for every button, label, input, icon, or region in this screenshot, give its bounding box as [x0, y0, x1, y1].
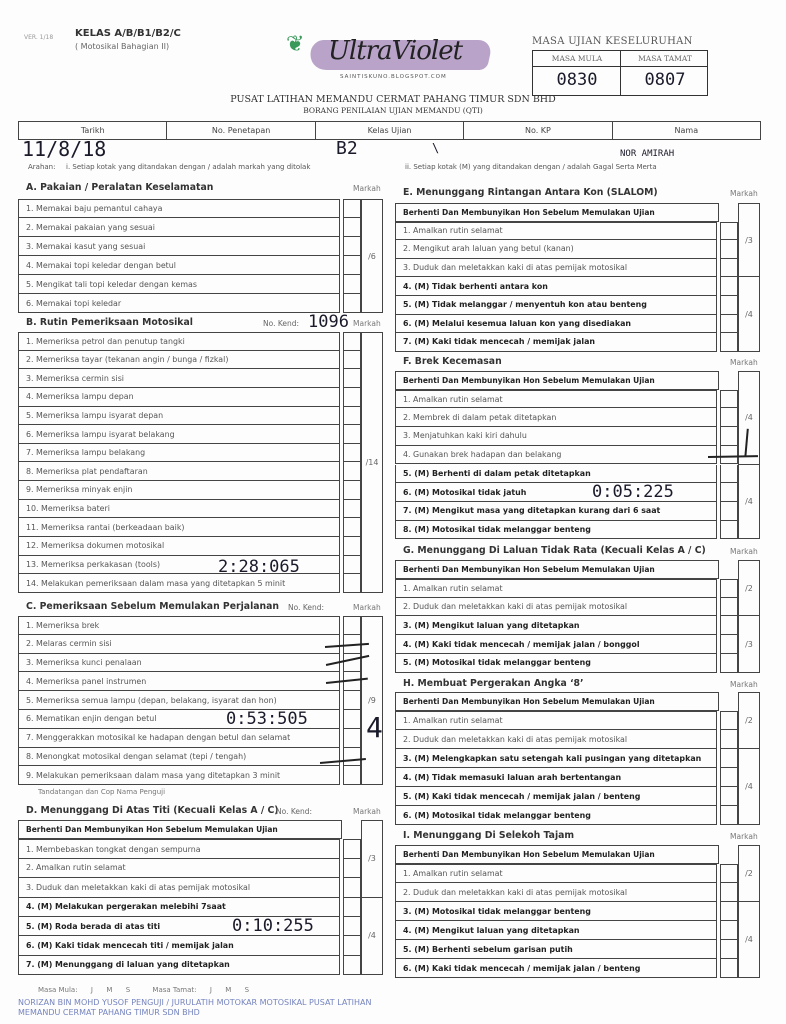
mark-checkbox[interactable]: [343, 199, 361, 218]
checklist-item: 8. (M) Motosikal tidak melanggar benteng: [395, 521, 717, 540]
checklist-item: 7. (M) Menunggang di laluan yang ditetapkan: [18, 956, 340, 975]
mark-checkbox[interactable]: [720, 465, 738, 484]
subtitle: ( Motosikal Bahagian II): [75, 42, 170, 51]
score-cell: /4: [738, 371, 760, 465]
masa-table: [532, 50, 708, 96]
markah-label: Markah: [730, 680, 758, 689]
mark-checkbox[interactable]: [720, 749, 738, 768]
mark-checkbox[interactable]: [343, 556, 361, 575]
mark-checkbox[interactable]: [720, 333, 738, 352]
mark-checkbox[interactable]: [343, 936, 361, 955]
section-title: E. Menunggang Rintangan Antara Kon (SLALOM): [403, 187, 658, 198]
checklist-item: 9. Memeriksa minyak enjin: [18, 481, 340, 500]
section-header-row: Berhenti Dan Membunyikan Hon Sebelum Memulakan Ujian: [395, 692, 719, 711]
checklist-item: 2. Mengikut arah laluan yang betul (kanan): [395, 240, 717, 259]
no-kend-label: No. Kend:: [263, 319, 300, 328]
checklist-item: 3. Duduk dan meletakkan kaki di atas pemijak motosikal: [18, 878, 340, 897]
kelas-label: KELAS A/B/B1/B2/C: [75, 28, 181, 39]
mark-checkbox[interactable]: [720, 390, 738, 409]
checklist-item: 6. (M) Kaki tidak mencecah / memijak jalan / benteng: [395, 959, 717, 978]
mark-checkbox[interactable]: [343, 729, 361, 748]
mark-checkbox[interactable]: [720, 483, 738, 502]
checklist-item: 3. (M) Motosikal tidak melanggar benteng: [395, 902, 717, 921]
mark-checkbox[interactable]: [720, 883, 738, 902]
mark-checkbox[interactable]: [720, 277, 738, 296]
section-header-row: Berhenti Dan Membunyikan Hon Sebelum Memulakan Ujian: [395, 560, 719, 579]
checklist-item: 2. Melaras cermin sisi: [18, 635, 340, 654]
mark-checkbox[interactable]: [343, 425, 361, 444]
mark-checkbox[interactable]: [343, 839, 361, 858]
checklist-item: 5. Memeriksa lampu isyarat depan: [18, 407, 340, 426]
arahan-ii: ii. Setiap kotak (M) yang ditandakan dengan / adalah Gagal Serta Merta: [405, 163, 657, 171]
section-header-row: Berhenti Dan Membunyikan Hon Sebelum Memulakan Ujian: [395, 845, 719, 864]
mark-checkbox[interactable]: [343, 766, 361, 785]
section-title: F. Brek Kecemasan: [403, 356, 502, 367]
checklist-item: 4. (M) Tidak memasuki laluan arah bertentangan: [395, 768, 717, 787]
mark-checkbox[interactable]: [343, 275, 361, 294]
mark-checkbox[interactable]: [720, 787, 738, 806]
checklist-item: 3. Memakai kasut yang sesuai: [18, 237, 340, 256]
checklist-item: 7. Memeriksa lampu belakang: [18, 444, 340, 463]
mark-checkbox[interactable]: [343, 444, 361, 463]
mark-checkbox[interactable]: [720, 502, 738, 521]
mark-checkbox[interactable]: [720, 296, 738, 315]
masa-title: MASA UJIAN KESELURUHAN: [532, 36, 693, 47]
checklist-item: 2. Duduk dan meletakkan kaki di atas pemijak motosikal: [395, 883, 717, 902]
mark-checkbox[interactable]: [343, 388, 361, 407]
mark-checkbox[interactable]: [720, 959, 738, 978]
mark-checkbox[interactable]: [343, 407, 361, 426]
mark-checkbox[interactable]: [720, 635, 738, 654]
mark-checkbox[interactable]: [720, 806, 738, 825]
checklist-item: 2. Memakai pakaian yang sesuai: [18, 218, 340, 237]
mark-checkbox[interactable]: [720, 711, 738, 730]
mark-checkbox[interactable]: [343, 500, 361, 519]
checklist-item: 3. (M) Mengikut laluan yang ditetapkan: [395, 616, 717, 635]
checklist-item: 12. Memeriksa dokumen motosikal: [18, 537, 340, 556]
checklist-item: 7. (M) Kaki tidak mencecah / memijak jalan: [395, 333, 717, 352]
mark-checkbox[interactable]: [343, 859, 361, 878]
mark-checkbox[interactable]: [720, 768, 738, 787]
mark-checkbox[interactable]: [720, 940, 738, 959]
checklist-item: 5. (M) Berhenti di dalam petak ditetapkan: [395, 465, 717, 484]
checklist-item: 2. Duduk dan meletakkan kaki di atas pemijak motosikal: [395, 730, 717, 749]
masa-mula-label: MASA MULA: [551, 54, 603, 63]
section-title: I. Menunggang Di Selekoh Tajam: [403, 830, 575, 841]
section-header-row: Berhenti Dan Membunyikan Hon Sebelum Memulakan Ujian: [18, 820, 342, 839]
mark-checkbox[interactable]: [720, 902, 738, 921]
checklist-item: 5. (M) Roda berada di atas titi: [18, 917, 340, 936]
mark-checkbox[interactable]: [720, 730, 738, 749]
checklist-item: 7. (M) Mengikut masa yang ditetapkan kurang dari 6 saat: [395, 502, 717, 521]
mark-checkbox[interactable]: [720, 240, 738, 259]
mark-checkbox[interactable]: [343, 672, 361, 691]
mark-checkbox[interactable]: [720, 521, 738, 540]
nokp-value: \: [432, 141, 440, 155]
col-nama: Nama: [674, 126, 699, 135]
organization-name: PUSAT LATIHAN MEMANDU CERMAT PAHANG TIMUR SDN BHD: [230, 94, 556, 105]
checklist-item: 1. Amalkan rutin selamat: [395, 864, 717, 883]
logo-sub: SAINTISKUNO.BLOGSPOT.COM: [340, 74, 447, 80]
markah-label: Markah: [730, 832, 758, 841]
mark-checkbox[interactable]: [343, 481, 361, 500]
checklist-item: 6. (M) Motosikal tidak melanggar benteng: [395, 806, 717, 825]
checklist-item: 1. Memeriksa brek: [18, 616, 340, 635]
mark-checkbox[interactable]: [343, 616, 361, 635]
checklist-item: 5. (M) Berhenti sebelum garisan putih: [395, 940, 717, 959]
checklist-item: 6. (M) Kaki tidak mencecah titi / memijak jalan: [18, 936, 340, 955]
score-cell: /3: [361, 820, 383, 898]
checklist-item: 5. (M) Motosikal tidak melanggar benteng: [395, 654, 717, 673]
checklist-item: 4. (M) Kaki tidak mencecah / memijak jalan / bonggol: [395, 635, 717, 654]
checklist-item: 14. Melakukan pemeriksaan dalam masa yang ditetapkan 5 minit: [18, 574, 340, 593]
score-cell: /4: [738, 749, 760, 825]
mark-checkbox[interactable]: [343, 351, 361, 370]
section-title: D. Menunggang Di Atas Titi (Kecuali Kelas A / C): [26, 805, 279, 816]
leaf-icon: ❦: [286, 32, 305, 57]
col-tarikh: Tarikh: [19, 122, 167, 139]
hw-b-time: 2:28:065: [218, 557, 300, 577]
markah-label: Markah: [353, 319, 381, 328]
checklist-item: 4. Gunakan brek hadapan dan belakang: [395, 446, 717, 465]
col-no-kp: No. KP: [464, 122, 612, 139]
arahan-i: i. Setiap kotak yang ditandakan dengan / adalah markah yang ditolak: [66, 163, 311, 171]
masa-tamat-value: 0807: [644, 70, 686, 90]
mark-checkbox[interactable]: [720, 408, 738, 427]
score-cell: /3: [738, 203, 760, 277]
mark-checkbox[interactable]: [720, 259, 738, 278]
mark-checkbox[interactable]: [720, 315, 738, 334]
mark-checkbox[interactable]: [720, 921, 738, 940]
markah-label: Markah: [353, 184, 381, 193]
score-cell: /4: [738, 465, 760, 540]
mark-checkbox[interactable]: [720, 654, 738, 673]
mark-checkbox[interactable]: [720, 579, 738, 598]
checklist-item: 5. Mengikat tali topi keledar dengan kemas: [18, 275, 340, 294]
mark-checkbox[interactable]: [343, 748, 361, 767]
checklist-item: 10. Memeriksa bateri: [18, 500, 340, 519]
markah-label: Markah: [730, 358, 758, 367]
hw-b-kend: 1096: [308, 312, 349, 332]
form-title: BORANG PENILAIAN UJIAN MEMANDU (QTI): [303, 106, 483, 115]
mark-checkbox[interactable]: [343, 574, 361, 593]
checklist-item: 1. Amalkan rutin selamat: [395, 390, 717, 409]
mark-checkbox[interactable]: [343, 294, 361, 313]
checklist-item: 4. Memakai topi keledar dengan betul: [18, 256, 340, 275]
mark-checkbox[interactable]: [343, 537, 361, 556]
checklist-item: 3. Memeriksa cermin sisi: [18, 369, 340, 388]
score-cell: /3: [738, 616, 760, 672]
checklist-item: 5. Memeriksa semua lampu (depan, belakang, isyarat dan hon): [18, 691, 340, 710]
mark-checkbox[interactable]: [343, 898, 361, 917]
mark-checkbox[interactable]: [343, 218, 361, 237]
checklist-item: 4. (M) Tidak berhenti antara kon: [395, 277, 717, 296]
stamp-text: NORIZAN BIN MOHD YUSOF PENGUJI / JURULATIH MOTOKAR MOTOSIKAL PUSAT LATIHAN MEMANDU CERMAT PAHANG TIMUR SDN BHD: [18, 998, 372, 1017]
checklist-item: 2. Memeriksa tayar (tekanan angin / bunga / fizkal): [18, 351, 340, 370]
info-header: [18, 121, 761, 140]
mark-checkbox[interactable]: [343, 462, 361, 481]
checklist-item: 4. Memeriksa lampu depan: [18, 388, 340, 407]
mark-checkbox[interactable]: [343, 256, 361, 275]
score-cell: /2: [738, 692, 760, 749]
section-title: B. Rutin Pemeriksaan Motosikal: [26, 317, 193, 328]
section-title: H. Membuat Pergerakan Angka ‘8’: [403, 678, 584, 689]
checklist-item: 6. Memakai topi keledar: [18, 294, 340, 313]
checklist-item: 4. Memeriksa panel instrumen: [18, 672, 340, 691]
logo-text: UltraViolet: [328, 36, 463, 66]
checklist-item: 3. Memeriksa kunci penalaan: [18, 654, 340, 673]
mark-checkbox[interactable]: [720, 427, 738, 446]
markah-label: Markah: [730, 189, 758, 198]
checklist-item: 1. Memeriksa petrol dan penutup tangki: [18, 332, 340, 351]
version-label: VER. 1/18: [24, 34, 54, 41]
checklist-item: 13. Memeriksa perkakasan (tools): [18, 556, 340, 575]
checklist-item: 8. Memeriksa plat pendaftaran: [18, 462, 340, 481]
markah-label: Markah: [353, 807, 381, 816]
checklist-item: 11. Memeriksa rantai (berkeadaan baik): [18, 518, 340, 537]
mark-checkbox[interactable]: [720, 864, 738, 883]
no-kend-label: No. Kend:: [276, 807, 313, 816]
markah-label: Markah: [730, 547, 758, 556]
mark-checkbox[interactable]: [720, 598, 738, 617]
markah-label: Markah: [353, 603, 381, 612]
mark-checkbox[interactable]: [343, 369, 361, 388]
checklist-item: 1. Amalkan rutin selamat: [395, 579, 717, 598]
section-title: A. Pakaian / Peralatan Keselamatan: [26, 182, 214, 193]
checklist-item: 6. Mematikan enjin dengan betul: [18, 710, 340, 729]
tarikh-value: 11/8/18: [22, 137, 107, 161]
arahan-label: Arahan:: [28, 163, 56, 171]
kelas-value: B2: [336, 138, 358, 159]
col-kelas-ujian: Kelas Ujian: [316, 122, 464, 139]
mark-checkbox[interactable]: [343, 956, 361, 975]
checklist-item: 5. (M) Kaki tidak mencecah / memijak jalan / benteng: [395, 787, 717, 806]
checklist-item: 1. Membebaskan tongkat dengan sempurna: [18, 839, 340, 858]
section-footer: Masa Mula: J M S Masa Tamat: J M S: [38, 986, 250, 995]
mark-checkbox[interactable]: [720, 222, 738, 241]
hw-f-time: 0:05:225: [592, 482, 674, 502]
checklist-item: 1. Amalkan rutin selamat: [395, 711, 717, 730]
checklist-item: 1. Amalkan rutin selamat: [395, 222, 717, 241]
masa-tamat-label: MASA TAMAT: [638, 54, 692, 63]
mark-checkbox[interactable]: [720, 616, 738, 635]
mark-checkbox[interactable]: [343, 332, 361, 351]
checklist-item: 3. Menjatuhkan kaki kiri dahulu: [395, 427, 717, 446]
checklist-item: 5. (M) Tidak melanggar / menyentuh kon atau benteng: [395, 296, 717, 315]
checklist-item: 2. Duduk dan meletakkan kaki di atas pemijak motosikal: [395, 598, 717, 617]
checklist-item: 7. Menggerakkan motosikal ke hadapan dengan betul dan selamat: [18, 729, 340, 748]
score-cell: /2: [738, 560, 760, 616]
section-header-row: Berhenti Dan Membunyikan Hon Sebelum Memulakan Ujian: [395, 371, 719, 390]
score-cell: /9: [361, 616, 383, 785]
section-header-row: Berhenti Dan Membunyikan Hon Sebelum Memulakan Ujian: [395, 203, 719, 222]
mark-checkbox[interactable]: [343, 691, 361, 710]
hw-d-time: 0:10:255: [232, 916, 314, 936]
hw-c-score: 4: [366, 711, 383, 744]
checklist-item: 3. Duduk dan meletakkan kaki di atas pemijak motosikal: [395, 259, 717, 278]
checklist-item: 4. (M) Mengikut laluan yang ditetapkan: [395, 921, 717, 940]
mark-checkbox[interactable]: [343, 518, 361, 537]
checklist-item: 9. Melakukan pemeriksaan dalam masa yang ditetapkan 3 minit: [18, 766, 340, 785]
no-kend-label: No. Kend:: [288, 603, 325, 612]
hw-c-time: 0:53:505: [226, 709, 308, 729]
score-cell: /4: [738, 277, 760, 351]
nama-value: NOR AMIRAH: [620, 149, 675, 159]
col-no-penetapan: No. Penetapan: [167, 122, 315, 139]
score-cell: /2: [738, 845, 760, 902]
checklist-item: 2. Amalkan rutin selamat: [18, 859, 340, 878]
mark-checkbox[interactable]: [343, 237, 361, 256]
logo: [282, 30, 487, 85]
mark-checkbox[interactable]: [343, 710, 361, 729]
section-footer: Tandatangan dan Cop Nama Penguji: [38, 788, 166, 797]
examiner-stamp: [18, 998, 388, 1018]
masa-mula-value: 0830: [556, 70, 598, 90]
score-cell: /6: [361, 199, 383, 313]
checklist-item: 6. Memeriksa lampu isyarat belakang: [18, 425, 340, 444]
checklist-item: 2. Membrek di dalam petak ditetapkan: [395, 408, 717, 427]
checklist-item: 3. (M) Melengkapkan satu setengah kali pusingan yang ditetapkan: [395, 749, 717, 768]
checklist-item: 1. Memakai baju pemantul cahaya: [18, 199, 340, 218]
section-title: G. Menunggang Di Laluan Tidak Rata (Kecuali Kelas A / C): [403, 545, 706, 556]
checklist-item: 4. (M) Melakukan pergerakan melebihi 7saat: [18, 898, 340, 917]
mark-checkbox[interactable]: [343, 917, 361, 936]
mark-checkbox[interactable]: [343, 878, 361, 897]
score-cell: /4: [738, 902, 760, 978]
checklist-item: 6. (M) Motosikal tidak jatuh: [395, 483, 717, 502]
score-cell: /14: [361, 332, 383, 593]
section-title: C. Pemeriksaan Sebelum Memulakan Perjalanan: [26, 601, 280, 612]
score-cell: /4: [361, 898, 383, 976]
checklist-item: 6. (M) Melalui kesemua laluan kon yang disediakan: [395, 315, 717, 334]
checklist-item: 8. Menongkat motosikal dengan selamat (tepi / tengah): [18, 748, 340, 767]
